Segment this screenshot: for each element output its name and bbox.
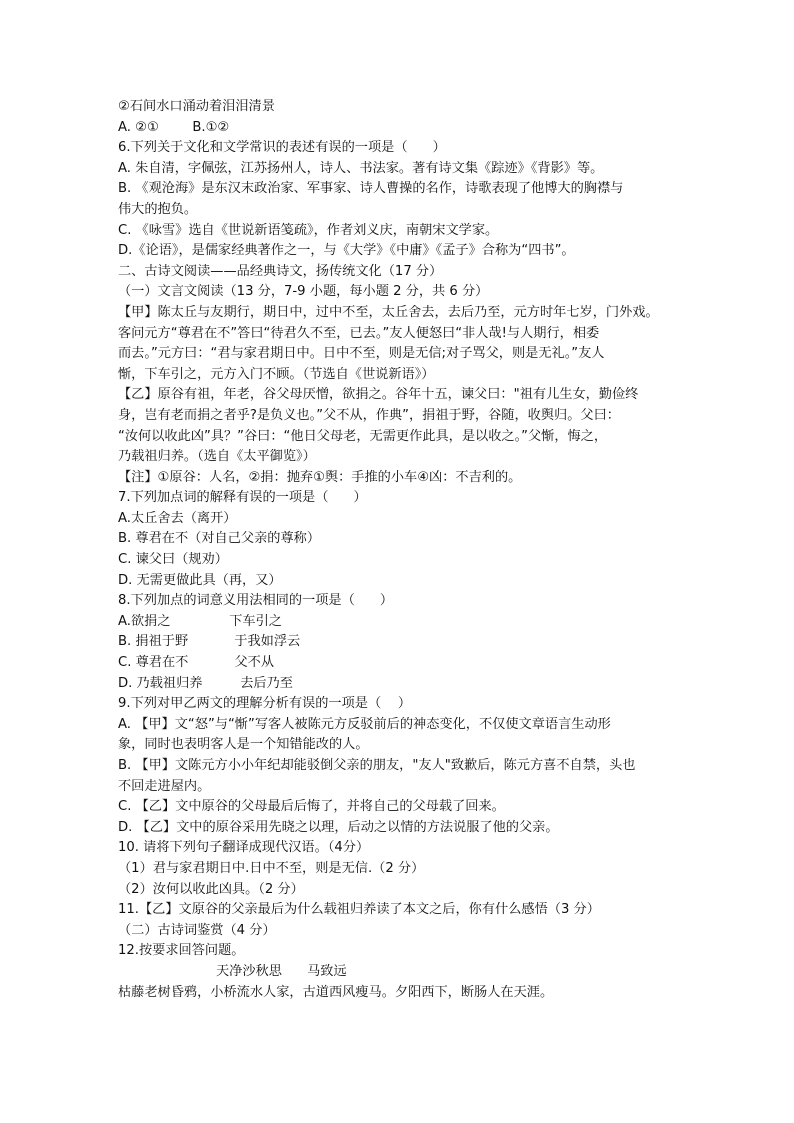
- annotation: 【注】①原谷：人名，②捐：抛弃①舆：手推的小车④凶：不吉利的。: [118, 469, 522, 485]
- option-b: B. 《观沧海》是东汉末政治家、军事家、诗人曹操的名作，诗歌表现了他博大的胸襟与: [118, 181, 624, 197]
- question-10: 10. 请将下列句子翻译成现代汉语。（4分）: [118, 840, 370, 856]
- question-9: 9.下列对甲乙两文的理解分析有误的一项是（ ）: [118, 696, 412, 712]
- option-d: D. 无需更做此具（再，又）: [118, 572, 282, 588]
- option-a: A.欲捐之 下车引之: [118, 613, 282, 629]
- option-d: D.《论语》，是儒家经典著作之一，与《大学》《中庸》《孟子》合称为“四书”。: [118, 243, 575, 259]
- text-line: A. ②① B.①②: [118, 119, 230, 135]
- question-7: 7.下列加点词的解释有误的一项是（ ）: [118, 490, 367, 506]
- text-line: 伟大的抱负。: [118, 201, 198, 217]
- option-a: A.太丘舍去（离开）: [118, 510, 237, 526]
- option-a: A. 【甲】文“怒”与“惭”写客人被陈元方反驳前后的神态变化，不仅使文章语言生动形: [118, 716, 611, 732]
- option-d: D. 【乙】文中的原谷采用先晓之以理，后动之以情的方法说服了他的父亲。: [118, 819, 559, 835]
- question-8: 8.下列加点的词意义用法相同的一项是（ ）: [118, 593, 394, 609]
- poem-title: 天净沙秋思 马致远: [216, 963, 347, 979]
- section-heading: 二、古诗文阅读——品经典诗文，扬传统文化（17 分）: [118, 263, 443, 279]
- option-c: C. 尊君在不 父不从: [118, 655, 275, 671]
- option-d: D. 乃载祖归养 去后乃至: [118, 675, 293, 691]
- question-11: 11.【乙】文原谷的父亲最后为什么载祖归养读了本文之后，你有什么感悟（3 分）: [118, 902, 600, 918]
- question-6: 6.下列关于文化和文学常识的表述有误的一项是（ ）: [118, 140, 446, 156]
- option-c: C. 谏父曰（规劝）: [118, 552, 228, 568]
- text-line: 不回走进屋内。: [118, 778, 211, 794]
- passage-yi: “汝何以收此凶”具？”谷曰：“他日父母老，无需更作此具，是以收之。”父惭，悔之，: [118, 428, 608, 444]
- option-c: C. 【乙】文中原谷的父母最后后悔了，并将自己的父母载了回来。: [118, 799, 505, 815]
- passage-yi: 乃载祖归养。（选自《太平御览》）: [118, 449, 316, 465]
- passage-jia: 【甲】陈太丘与友期行，期日中，过中不至，太丘舍去，去后乃至，元方时年七岁，门外戏。: [118, 304, 659, 320]
- option-b: B. 捐祖于野 于我如浮云: [118, 634, 301, 650]
- question-12: 12.按要求回答问题。: [118, 943, 245, 959]
- passage-jia: 惭，下车引之，元方入门不顾。（节选自《世说新语》）: [118, 366, 435, 382]
- passage-yi: 【乙】原谷有祖，年老，谷父母厌憎，欲捐之。谷年十五，谏父曰："祖有儿生女，勤俭终: [118, 387, 639, 403]
- passage-yi: 身，岂有老而捐之者乎?是负义也。”父不从，作典”，捐祖于野，谷随，收舆归。父曰：: [118, 407, 620, 423]
- poem-text: 枯藤老树昏鸦，小桥流水人家，古道西风瘦马。夕阳西下，断肠人在天涯。: [118, 984, 554, 1000]
- text-line: ②石间水口涌动着泪泪清景: [118, 99, 275, 114]
- passage-jia: 客问元方“尊君在不”答曰“待君久不至，已去。”友人便怒曰“非人哉!与人期行，相委: [118, 325, 600, 341]
- option-c: C. 《咏雪》选自《世说新语笺疏》，作者刘义庆，南朝宋文学家。: [118, 222, 499, 238]
- option-a: A. 朱自清，字佩弦，江苏扬州人，诗人、书法家。著有诗文集《踪迹》《背影》等。: [118, 160, 604, 176]
- passage-jia: 而去。”元方曰：“君与家君期日中。日中不至，则是无信;对子骂父，则是无礼。”友人: [118, 346, 605, 362]
- sub-question: （2）汝何以收此凶具。（2 分）: [118, 881, 304, 897]
- subsection-heading: （二）古诗词鉴赏（4 分）: [118, 922, 276, 938]
- text-line: 象，同时也表明客人是一个知错能改的人。: [118, 737, 369, 753]
- document-page: [118, 97, 678, 1003]
- subsection-heading: （一）文言文阅读（13 分，7-9 小题，每小题 2 分，共 6 分）: [118, 284, 489, 300]
- sub-question: （1）君与家君期日中.日中不至，则是无信.（2 分）: [118, 860, 425, 876]
- option-b: B. 【甲】文陈元方小小年纪却能驳倒父亲的朋友，"友人"致歉后，陈元方喜不自禁，头也: [118, 758, 636, 773]
- option-b: B. 尊君在不（对自己父亲的尊称）: [118, 531, 321, 547]
